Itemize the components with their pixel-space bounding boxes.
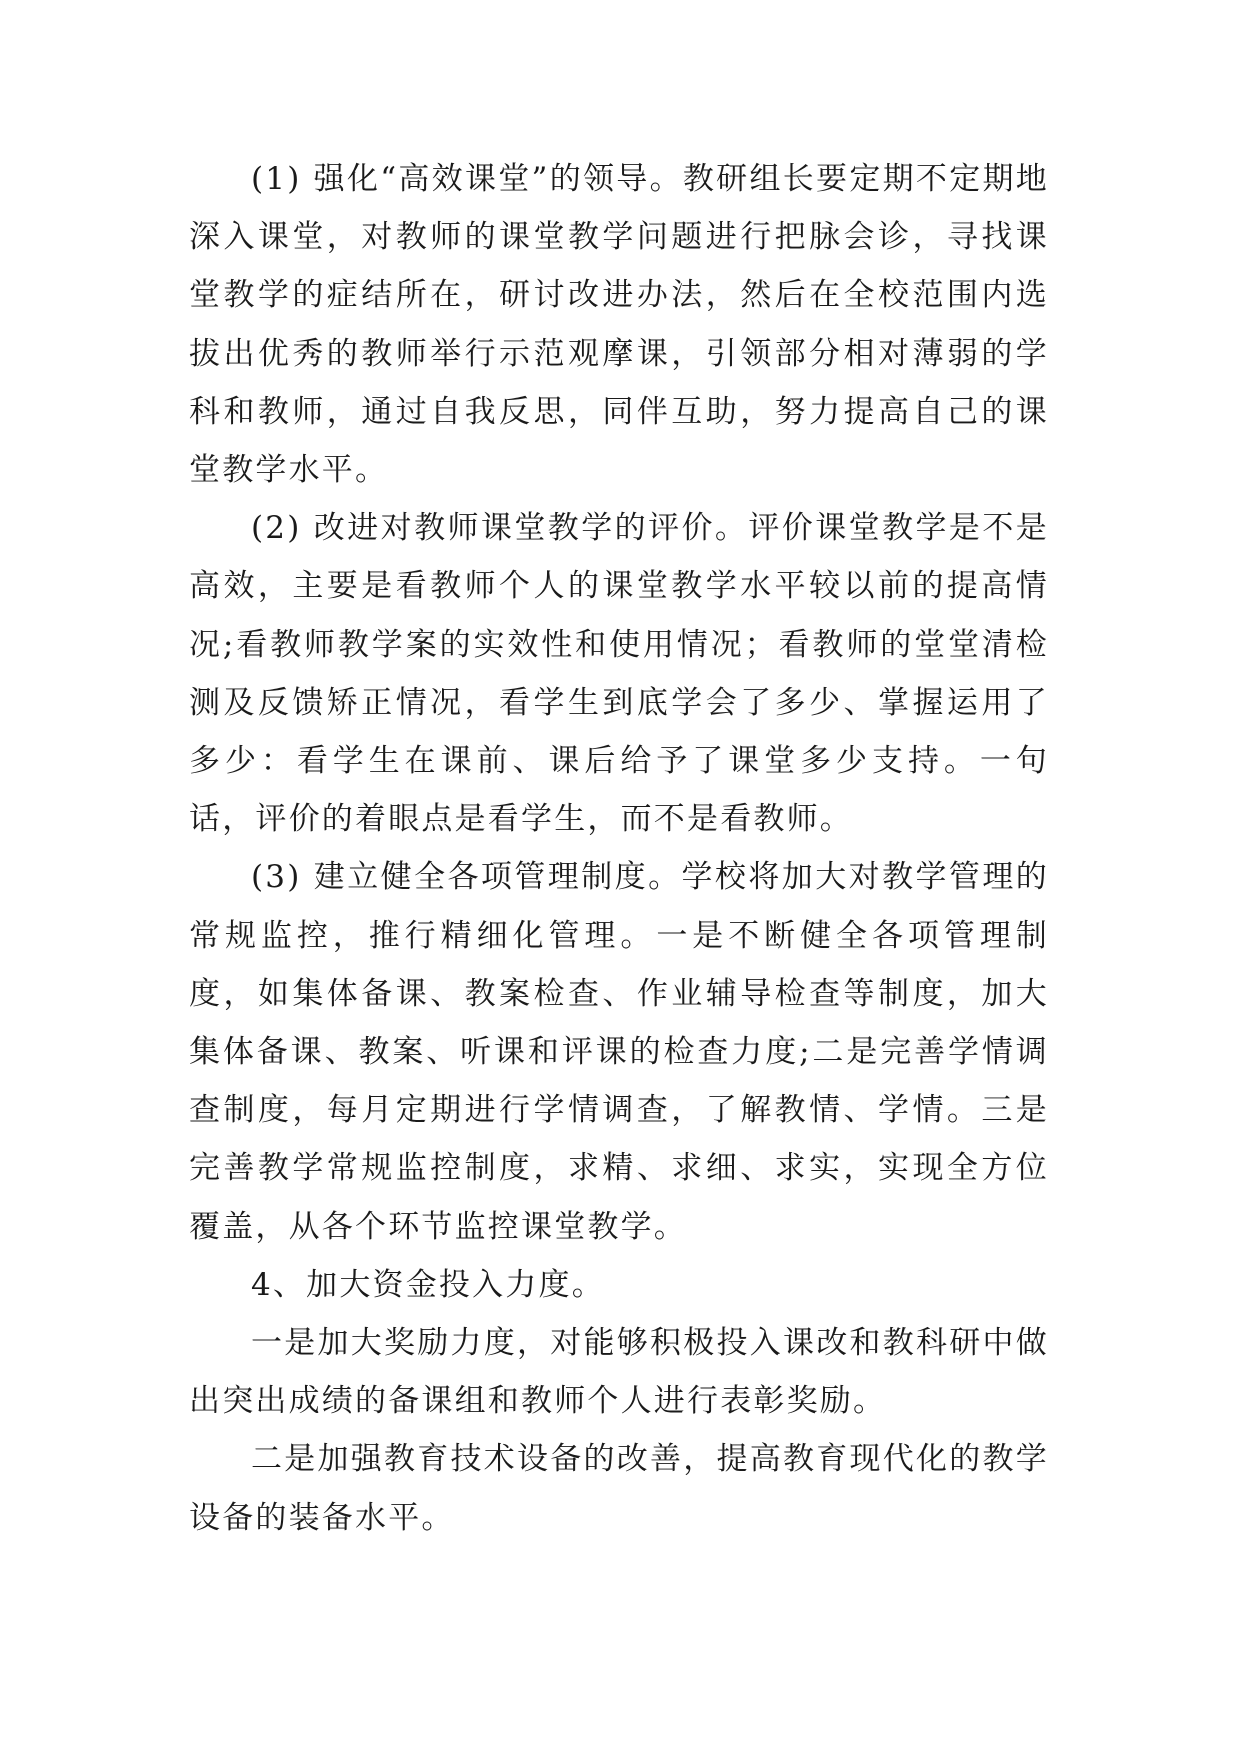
paragraph-evaluation: (2) 改进对教师课堂教学的评价。评价课堂教学是不是高效，主要是看教师个人的课堂教学水平较以前的提高情况;看教师教学案的实效性和使用情况；看教师的堂堂清检测及反馈矫正情况，看学生到底学会了多少、掌握运用了多少：看学生在课前、课后给予了课堂多少支持。一句话，评价的着眼点是看学生，而不是看教师。	[189, 510, 1049, 838]
paragraph-funding-heading: 4、加大资金投入力度。	[251, 1266, 605, 1303]
document-body	[189, 150, 1049, 1547]
paragraph-equipment: 二是加强教育技术设备的改善，提高教育现代化的教学设备的装备水平。	[189, 1441, 1049, 1536]
paragraph-leadership: (1) 强化“高效课堂”的领导。教研组长要定期不定期地深入课堂，对教师的课堂教学问题进行把脉会诊，寻找课堂教学的症结所在，研讨改进办法，然后在全校范围内选拔出优秀的教师举行示范观摩课，引领部分相对薄弱的学科和教师，通过自我反思，同伴互助，努力提高自己的课堂教学水平。	[189, 161, 1049, 489]
paragraph-management-system: (3) 建立健全各项管理制度。学校将加大对教学管理的常规监控，推行精细化管理。一是不断健全各项管理制度，如集体备课、教案检查、作业辅导检查等制度，加大集体备课、教案、听课和评课的检查力度;二是完善学情调查制度，每月定期进行学情调查，了解教情、学情。三是完善教学常规监控制度，求精、求细、求实，实现全方位覆盖，从各个环节监控课堂教学。	[189, 859, 1049, 1245]
paragraph-reward: 一是加大奖励力度，对能够积极投入课改和教科研中做出突出成绩的备课组和教师个人进行表彰奖励。	[189, 1325, 1049, 1420]
